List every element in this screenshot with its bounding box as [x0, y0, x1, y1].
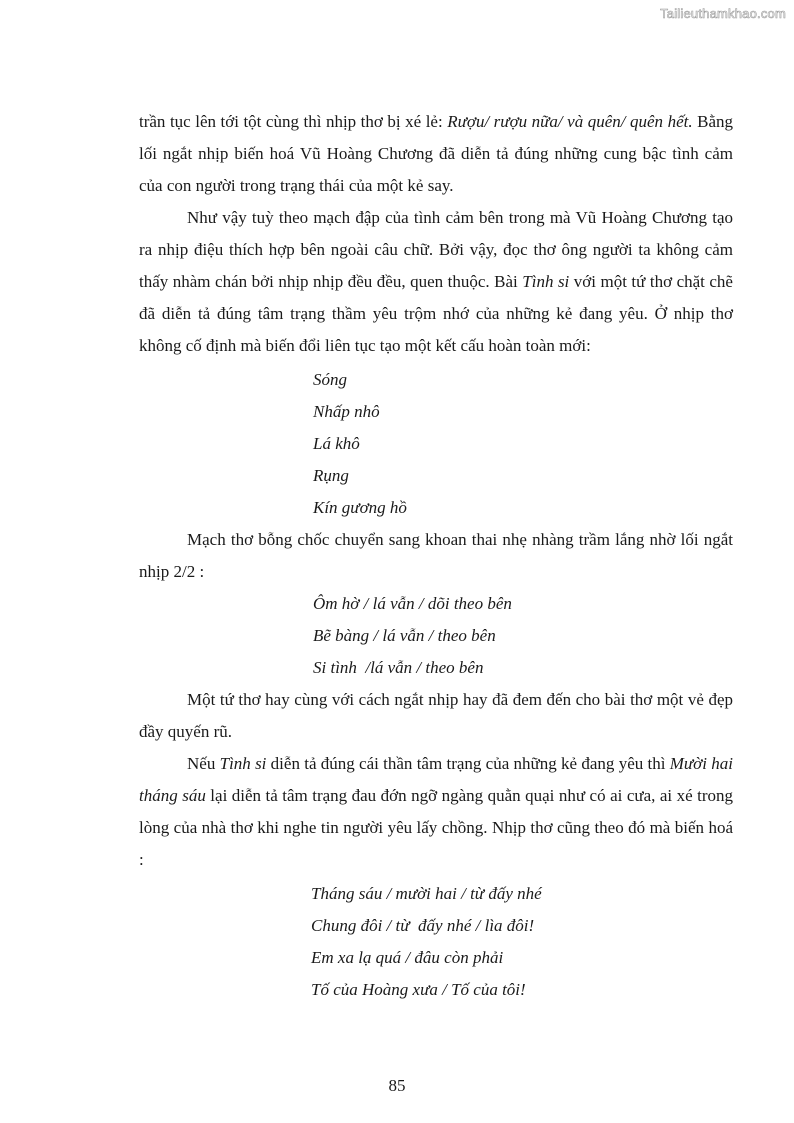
verse-line: Em xa lạ quá / đâu còn phải — [311, 948, 504, 967]
verse-line: Rụng — [313, 466, 349, 485]
paragraph-5 — [139, 748, 733, 876]
verse-tinh-si-2 — [139, 588, 733, 684]
text: Như vậy tuỳ theo mạch đập của tình cảm bên trong mà Vũ Hoàng Chương tạo ra nhịp điệu thích hợp bên ngoài câu chữ. Bởi vậy, đọc thơ ông người ta không cảm thấy nhàm chán bởi nhịp nhịp đều đều, quen thuộc. Bài — [139, 208, 733, 291]
paragraph-3: Mạch thơ bỗng chốc chuyển sang khoan thai nhẹ nhàng trầm lắng nhờ lối ngắt nhịp 2/2 : — [139, 530, 733, 581]
text: với một tứ thơ chặt chẽ đã diễn tả đúng tâm trạng thầm yêu trộm nhớ của những kẻ đang yêu. Ở nhịp thơ không cố định mà biến đổi liên tục tạo một kết cấu hoàn toàn mới: — [139, 272, 733, 355]
page-body — [139, 106, 733, 1006]
verse-line: Ôm hờ / lá vẫn / dõi theo bên — [313, 594, 512, 613]
paragraph-1 — [139, 106, 733, 202]
verse-line: Sóng — [313, 370, 347, 389]
poem-title: Tình si — [522, 272, 570, 291]
paragraph-2 — [139, 202, 733, 362]
paragraph-4: Một tứ thơ hay cùng với cách ngắt nhịp hay đã đem đến cho bài thơ một vẻ đẹp đầy quyến rũ. — [139, 690, 733, 741]
text: diễn tả đúng cái thần tâm trạng của những kẻ đang yêu thì — [266, 754, 670, 773]
verse-line: Kín gương hồ — [313, 498, 407, 517]
poem-title: Tình si — [219, 754, 267, 773]
verse-line: Tháng sáu / mười hai / từ đấy nhé — [311, 884, 542, 903]
text: lại diễn tả tâm trạng đau đớn ngỡ ngàng quằn quại như có ai cưa, ai xé trong lòng của nhà thơ khi nghe tin người yêu lấy chồng. Nhịp thơ cũng theo đó mà biến hoá : — [139, 786, 733, 869]
watermark: Tailieuthamkhao.com — [660, 6, 786, 21]
italic-quote: Rượu/ rượu nữa/ và quên/ quên hết. — [447, 112, 693, 131]
verse-tinh-si-1 — [139, 362, 733, 524]
poem-title: Mười hai tháng sáu — [139, 754, 733, 805]
verse-line: Si tình /lá vẫn / theo bên — [313, 658, 484, 677]
verse-muoi-hai-thang-sau — [139, 876, 733, 1006]
verse-line: Nhấp nhô — [313, 402, 380, 421]
verse-line: Bẽ bàng / lá vẫn / theo bên — [313, 626, 496, 645]
verse-line: Lá khô — [313, 434, 360, 453]
text: Bằng lối ngắt nhịp biến hoá Vũ Hoàng Chương đã diễn tả đúng những cung bậc tình cảm của con người trong trạng thái của một kẻ say. — [139, 112, 733, 195]
verse-line: Chung đôi / từ đấy nhé / lìa đôi! — [311, 916, 535, 935]
verse-line: Tố của Hoàng xưa / Tố của tôi! — [311, 980, 526, 999]
text: trần tục lên tới tột cùng thì nhịp thơ bị xé lẻ: — [139, 112, 448, 131]
page-number: 85 — [388, 1076, 406, 1095]
text: Nếu — [187, 754, 220, 773]
